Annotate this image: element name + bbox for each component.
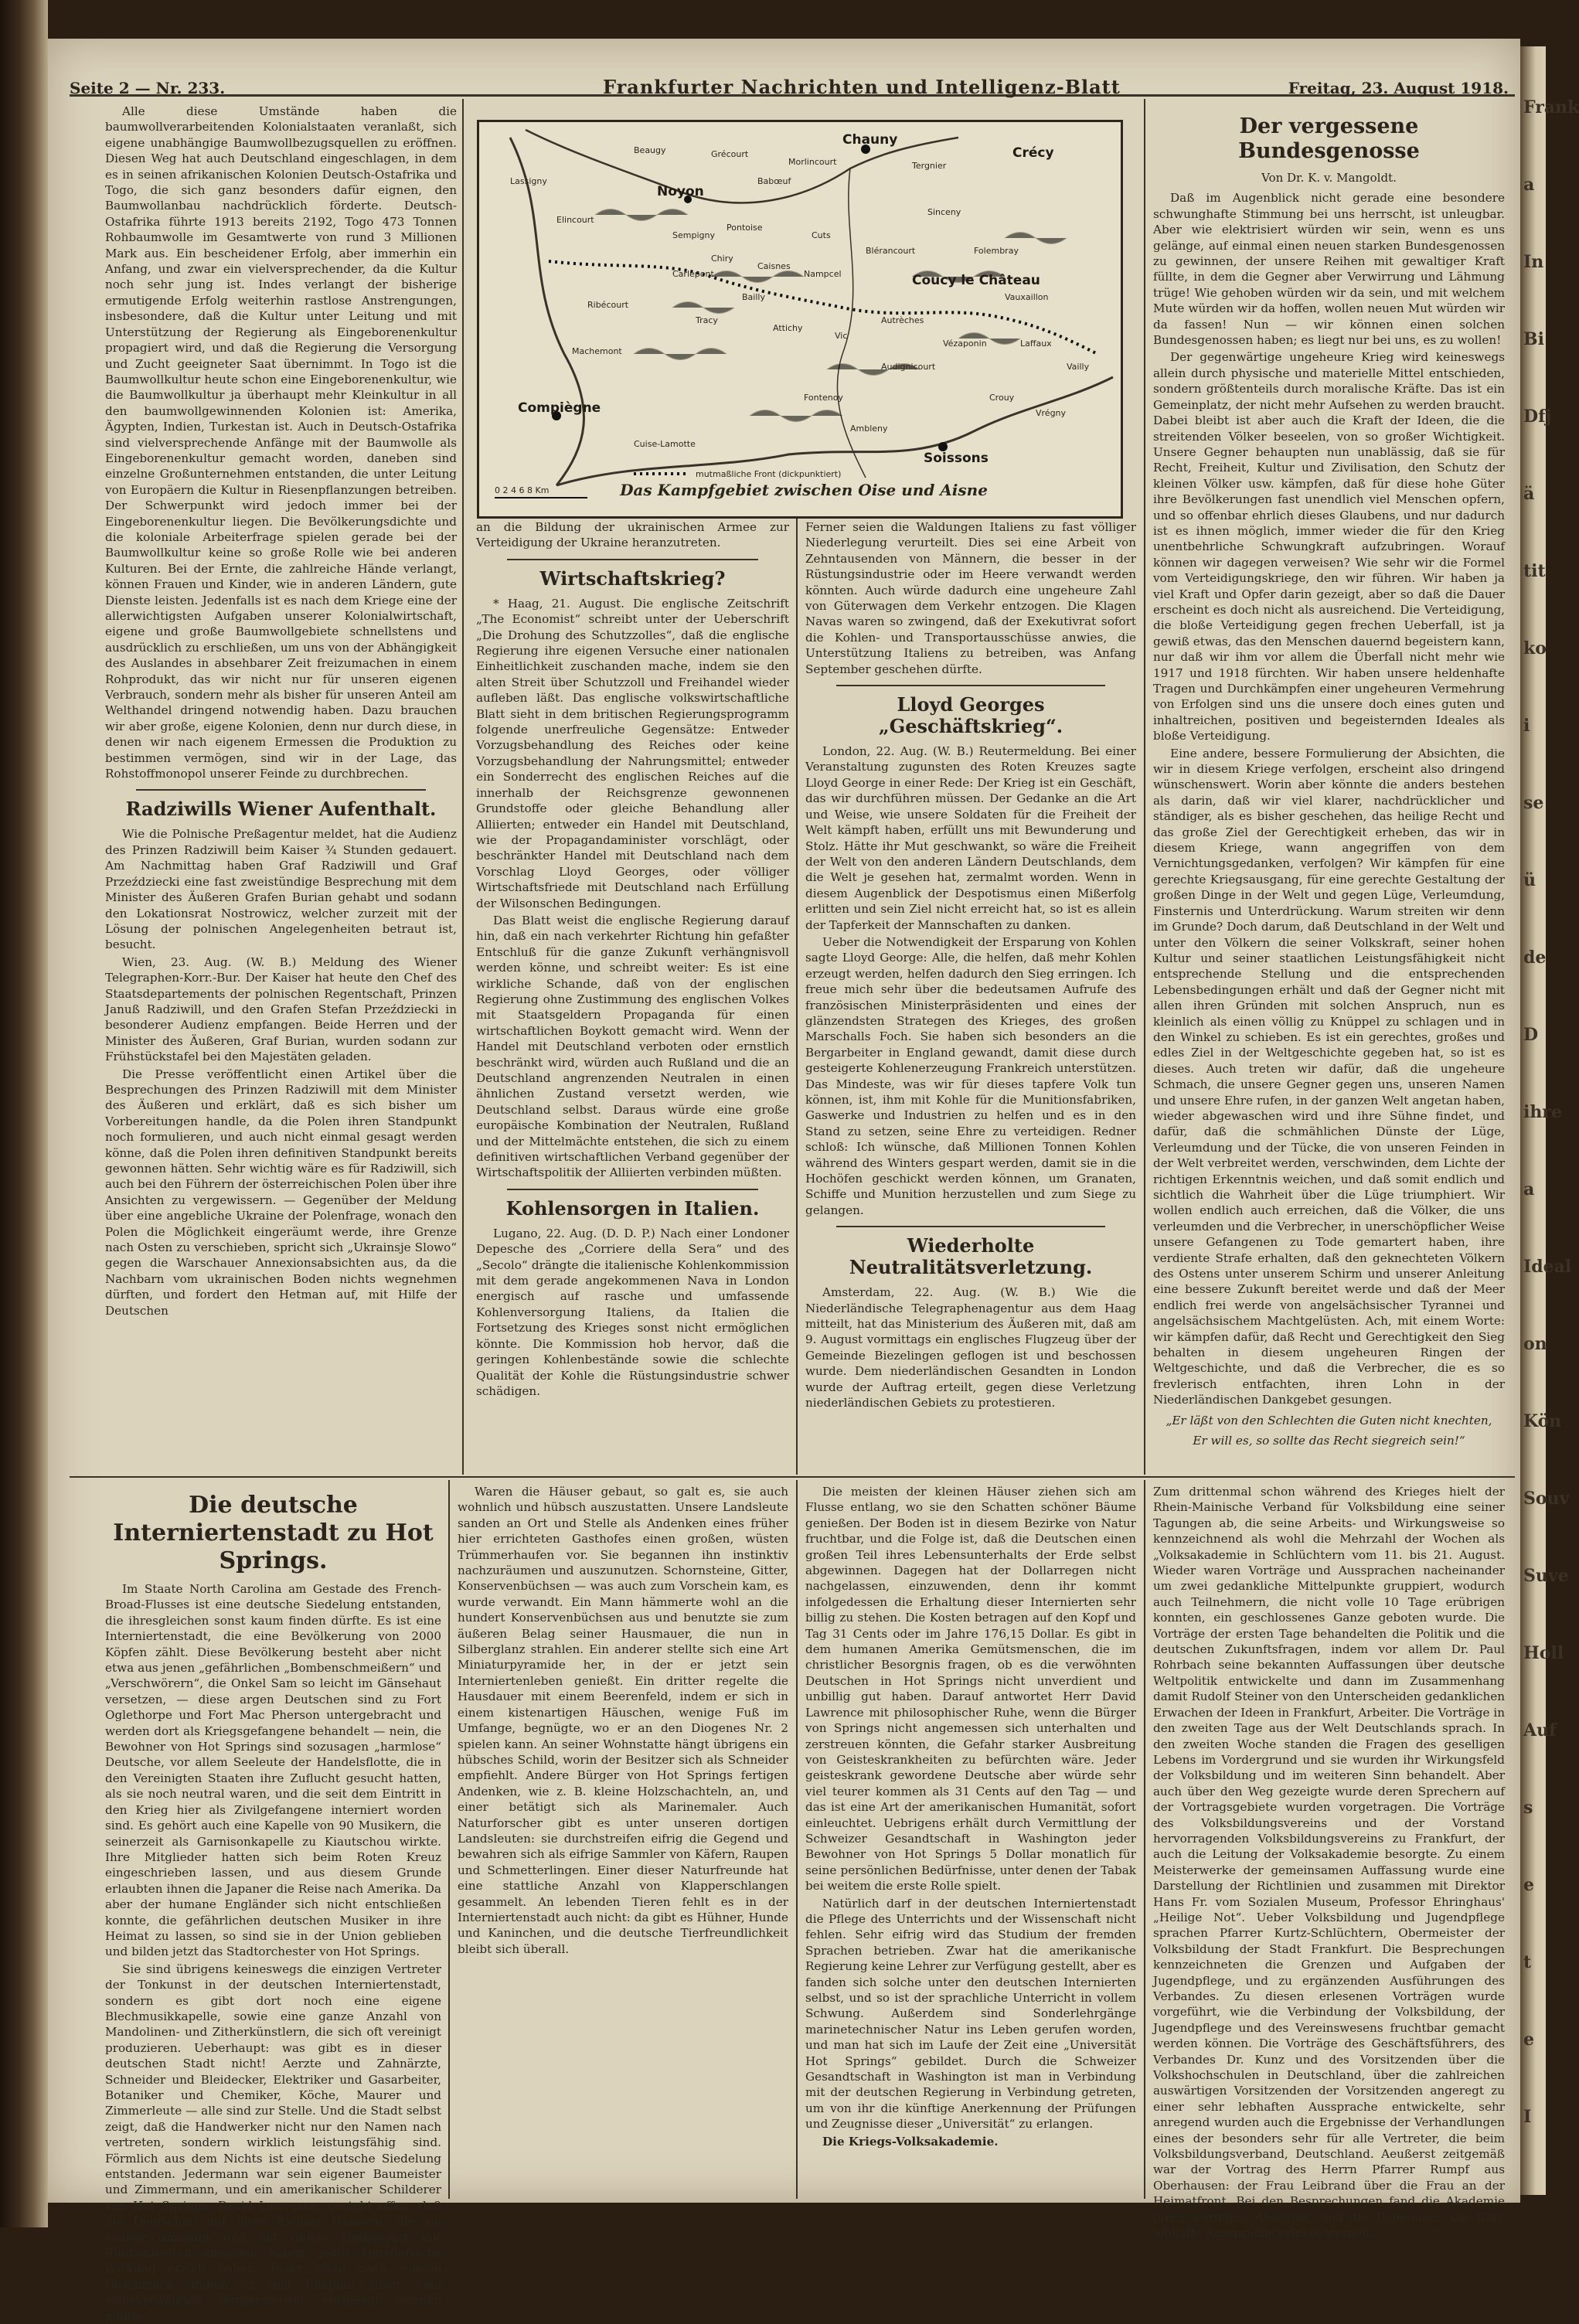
article-paragraph: Im Staate North Carolina am Gestade des French-Broad-Flusses ist eine deutsche Siedelung entstanden, die ihresgleichen sonst kaum finden dürfte. Es ist eine Interniertenstadt, die eine Bevölkerung von 2000 Köpfen zählt. Diese Bevölkerung besteht aber nicht etwa aus jenen „gefährlichen „Bombenschmeißern“ und „Verschwörern“, die Onkel Sam so leicht im Gänsehaut versetzen, — diese argen Deutschen sind zu Fort Oglethorpe und Fort Mac Pherson untergebracht und werden dort als Kriegsgefangene behandelt — nein, die Bewohner von Hot Springs sind sozusagen „harmlose“ Deutsche, vor allem Seeleute der Handelsflotte, die in den Vereinigten Staaten ihre Zuflucht gesucht hatten, als sie noch neutral waren, und die seit dem Eintritt in den Krieg hier als Zivilgefangene interniert worden sind. Es gehört auch eine Kapelle von 90 Musikern, die seinerzeit als Garnisonkapelle zu Kiautschou wirkte. Ihre Mitglieder hatten sich beim Roten Kreuz eingeschrieben lassen, und aus diesem Grunde erlaubten ihnen die Japaner die Reise nach Amerika. Da aber der humane Engländer sich nicht entschließen konnte, die gefährlichen deutschen Musiker in ihre Heimat zu lassen, so sind sie in der Union geblieben und bilden jetzt das Stadtorchester von Hot Springs.	[105, 1582, 441, 1959]
map-place-minor: Audignicourt	[881, 362, 936, 372]
map-legend: mutmaßliche Front (dickpunktiert)	[696, 469, 842, 479]
map-place-minor: Morlincourt	[788, 157, 837, 167]
article-paragraph: Amsterdam, 22. Aug. (W. B.) Wie die Niederländische Telegraphenagentur aus dem Haag mitteilt, hat das Ministerium des Äußeren mit, daß am 9. August vormittags ein englisches Flugzeug über der Gemeinde Biezelingen geflogen ist und beschossen wurde. Dem niederländischen Gesandten in London wurde der Auftrag erteilt, gegen diese Verletzung niederländischen Gebiets zu protestieren.	[805, 1285, 1136, 1410]
column-2-lower	[458, 1484, 788, 2195]
article-paragraph: Alle diese Umstände haben die baumwollverarbeitenden Kolonialstaaten veranlaßt, sich eigene unabhängige Baumwollbezugsquellen zu eröffnen. Diesen Weg hat auch Deutschland eingeschlagen, in dem es in seinen afrikanischen Kolonien Deutsch-Ostafrika und Togo, die sich ganz besonders dafür eignen, den Baumwollanbau nachdrücklich förderte. Deutsch-Ostafrika führte 1913 bereits 2192, Togo 473 Tonnen Rohbaumwolle im Gesamtwerte von rund 3 Millionen Mark aus. Ein bescheidener Erfolg, aber immerhin ein Anfang, und zwar ein vielversprechender, da die Kultur noch sehr jung ist. Indes verlangt der bisherige ermutigende Erfolg weiterhin rastlose Anstrengungen, insbesondere, daß die Kultur unter Leitung und mit Unterstützung der Regierung als Eingeborenenkultur propagiert wird, und daß die Regierung die Versorgung und Zucht geeigneter Saat übernimmt. In Togo ist die Baumwollkultur heute schon eine Eingeborenenkultur, wie die Baumwollkultur ja überhaupt mehr Kleinkultur in all den baumwollgewinnenden Kolonien ist: Amerika, Ägypten, Indien, Turkestan ist. Auch in Deutsch-Ostafrika sind vielversprechende Anfänge mit der Baumwolle als Eingeborenenkultur gemacht worden, daneben sind einzelne Großunternehmen entstanden, die unter Leitung von Europäern die Kultur in Riesenpflanzungen betreiben. Der Schwerpunkt wird jedoch immer bei der Eingeborenenkultur liegen. Die Bevölkerungsdichte und die koloniale Arbeiterfrage spielen gerade bei der Baumwollkultur keine so große Rolle wie bei anderen Kulturen. Bei der Ernte, die zahlreiche Hände verlangt, können Frauen und Kinder, wie in anderen Ländern, gute Dienste leisten. Jedenfalls ist es nach dem Kriege eine der allerwichtigsten Aufgaben unserer Kolonialwirtschaft, eigene und große Baumwollgebiete schnellstens und ausdrücklich zu erschließen, um uns von der Abhängigkeit des Auslandes in absehbarer Zeit freizumachen in einem Rohprodukt, das wir nicht nur für unseren eigenen Verbrauch, sondern mehr als bisher für unseren Anteil am Welthandel dringend notwendig haben. Dazu brauchen wir aber große, eigene Kolonien, denn nur durch diese, in denen wir nach eigenem Ermessen die Produktion zu bestimmen vermögen, sind wir in der Lage, das Rohstoffmonopol unserer Feinde zu durchbrechen.	[105, 104, 457, 781]
adjacent-page-fragment: s	[1523, 1798, 1533, 1818]
adjacent-page-fragment: a	[1523, 1179, 1535, 1199]
adjacent-page-fragment: I	[1523, 2107, 1532, 2127]
article-title-wirtschaftskrieg: Wirtschaftskrieg?	[539, 567, 726, 590]
article-paragraph: Das Blatt weist die englische Regierung darauf hin, daß ein nach verkehrter Richtung hin gefaßter Entschluß für die ganze Zukunft verhängnisvoll werden könne, und schreibt weiter: Es ist eine wirkliche Schande, daß von der englischen Regierung ohne Zustimmung des englischen Volkes mit Staatsgeldern Propaganda für einen wirtschaftlichen Boykott gemacht wird. Wenn der Handel mit Deutschland verboten oder ernstlich beschränkt wird, würden auch Rußland und die an Deutschland angrenzenden Neutralen in einen ähnlichen Zustand versetzt werden, wie Deutschland selbst. Daraus würde eine große europäische Kombination der Neutralen, Rußland und der Mittelmächte entstehen, die sich zu einem definitiven wirtschaftlichen Verband gegenüber der Wirtschaftspolitik der Alliierten verbinden müßten.	[476, 913, 789, 1180]
map-place-minor: Machemont	[572, 346, 622, 356]
map-place-major: Crécy	[1012, 145, 1054, 161]
page-header	[70, 48, 1515, 97]
adjacent-page-fragment: i	[1523, 716, 1530, 736]
adjacent-page-fragment: D	[1523, 1025, 1539, 1045]
adjacent-page-fragment: e	[1523, 2030, 1534, 2050]
map-place-minor: Lassigny	[510, 176, 547, 186]
article-title-lloyd-george: Lloyd Georges „Geschäftskrieg“.	[878, 693, 1063, 738]
adjacent-page-edge	[1520, 46, 1579, 2195]
adjacent-page-fragment: Auf	[1523, 1720, 1557, 1740]
map-graphic	[479, 122, 1121, 516]
article-paragraph: Wie die Polnische Preßagentur meldet, hat die Audienz des Prinzen Radziwill beim Kaiser ¾ Stunden gedauert. Am Nachmittag haben Graf Radziwill und Graf Przeździecki eine fast zweistündige Besprechung mit dem Minister des Äußeren Grafen Burian gehabt und sodann den Lokationsrat Nostrowicz, welcher zurzeit mit der Lösung der polnischen Angelegenheiten betraut ist, besucht.	[105, 827, 457, 952]
article-paragraph: Sie sind übrigens keineswegs die einzigen Vertreter der Tonkunst in der deutschen Interniertenstadt, sondern es gibt dort noch eine eigene Blechmusikkapelle, sowie eine ganze Anzahl von Mandolinen- und Zitherkünstlern, die sich oft vereinigt produzieren. Ueberhaupt: was gibt es in dieser deutschen Stadt nicht! Aerzte und Zahnärzte, Schneider und Bleidecker, Elektriker und Gasarbeiter, Botaniker und Chemiker, Köche, Maurer und Zimmerleute — alle sind zur Stelle. Und die Stadt selbst zeigt, daß die Handwerker nicht nur den Namen nach vertreten, sondern wirklich leistungsfähig sind. Förmlich aus dem Nichts ist eine deutsche Siedelung entstanden. Jedermann war sein eigener Baumeister und Zimmermann, und ein amerikanischer Schilderer von Hot Springs, David Lawrence, gesteht offen, daß die Deutschen mit ihren kleinen Häusern, die sie sauber umzäunt und mit gutem Heimatsart mit Blumenbeeten umgeben haben, jeder künstlerische Wirkung erzielt haben. Jeder schuf nach seinem Geschmack, indem er den Bauplan zuvor dem selbstgewählten Bürgermeister vorgelegt werden mußte.	[105, 1962, 441, 2323]
map-place-minor: Pontoise	[727, 223, 763, 233]
adjacent-page-fragment: Kön	[1523, 1411, 1562, 1431]
article-separator	[836, 1226, 1105, 1227]
article-paragraph: Ueber die Notwendigkeit der Ersparung von Kohlen sagte Lloyd George: Alle, die helfen, daß mehr Kohlen erzeugt werden, helfen dadurch den Sieg erringen. Ich freue mich sehr über die bedeutsamen Aufrufe des französischen Ministerpräsidenten und eines der glänzendsten Strategen des Krieges, des großen Marschalls Foch. Sie haben sich besonders an die Bergarbeiter in England gewandt, damit diese durch gesteigerte Kohlenerzeugung Frankreich unterstützen. Das Mindeste, was wir für dieses tapfere Volk tun können, ist, ihm mit Kohle für die Munitionsfabriken, Gaswerke und Industrien zu helfen und es in den Stand zu setzen, seine Ehre zu verteidigen. Redner schloß: Ich wünsche, daß Millionen Tonnen Kohlen während des Winters gespart werden, damit sie in die Hochöfen geschickt werden können, um Granaten, Schiffe und Munition herzustellen und zum Siege zu gelangen.	[805, 934, 1136, 1217]
map-place-major: Compiègne	[518, 400, 601, 416]
closing-quote-line-1: „Er läßt von den Schlechten die Guten nicht knechten,	[1166, 1413, 1492, 1427]
article-author: Von Dr. K. v. Mangoldt.	[1261, 171, 1397, 185]
section-rule	[70, 1476, 1515, 1478]
map-caption: Das Kampfgebiet zwischen Oise und Aisne	[620, 481, 988, 499]
closing-quote-line-2: Er will es, so sollte das Recht siegreich sein!“	[1193, 1434, 1465, 1448]
adjacent-page-fragment: Frank	[1523, 97, 1579, 117]
article-title-radziwill: Radziwills Wiener Aufenthalt.	[125, 798, 437, 821]
column-4-upper	[1153, 104, 1505, 1472]
map-place-minor: Laffaux	[1020, 339, 1052, 349]
map-place-major: Soissons	[924, 451, 989, 466]
map-place-major: Coucy le Château	[912, 273, 1040, 288]
adjacent-page-fragment: Bi	[1523, 329, 1544, 349]
map-place-minor: Ambleny	[850, 424, 888, 434]
map-place-minor: Cuts	[812, 230, 831, 240]
map-place-minor: Chiry	[711, 253, 733, 264]
column-rule	[1144, 99, 1145, 1475]
adjacent-page-fragment: tit	[1523, 561, 1546, 581]
map-place-minor: Sinceny	[927, 207, 961, 217]
map-place-minor: Vic	[835, 331, 848, 341]
adjacent-page-fragment: se	[1523, 793, 1544, 813]
map-place-minor: Carlepont	[672, 269, 714, 279]
column-rule	[1144, 1480, 1145, 2199]
issue-date: Freitag, 23. August 1918.	[1288, 79, 1509, 97]
article-paragraph: London, 22. Aug. (W. B.) Reutermeldung. Bei einer Veranstaltung zugunsten des Roten Kreuzes sagte Lloyd George in einer Rede: Der Krieg ist ein Geschäft, das wir durchführen müssen. Der Gedanke an die Art und Weise, wie unsere Soldaten für die Freiheit der Welt kämpft haben, erfüllt uns mit Bewunderung und Stolz. Hätte ihr Mut geschwankt, so wäre die Freiheit der Welt von den anderen Ländern Deutschlands, dem die Welt je gesehen hat, zermalmt worden. Wenn in diesem Augenblick der Despotismus einen Mißerfolg erlitten und sein Ziel nicht erreicht hat, so ist es allein der Tapferkeit der Mannschaften zu danken.	[805, 744, 1136, 932]
map-scale: 0 2 4 6 8 Km	[495, 485, 550, 495]
map-place-major: Chauny	[842, 132, 898, 148]
battle-map	[477, 120, 1123, 519]
adjacent-page-fragment: ko	[1523, 638, 1547, 658]
article-title-interniertenstadt: Die deutsche Interniertenstadt zu Hot Springs.	[113, 1492, 434, 1574]
article-paragraph: Daß im Augenblick nicht gerade eine besondere schwunghafte Stimmung bei uns herrscht, ist unleugbar. Aber wie elektrisiert würden wir sein, wenn es uns gelänge, auf einmal einen neuen starken Bundesgenossen zu gewinnen, der unsere Reihen mit gewaltiger Kraft füllte, in dem die Gegner aber Verwirrung und Lähmung trüge! Wie gehoben würden wir da sein, und mit welchem Mute würden wir da hoffen, wollen neuen Mut würden wir da fassen! Nun — wir können einen solchen Bundesgenossen haben; es liegt nur bei uns, es zu wollen!	[1153, 191, 1505, 348]
newspaper-title: Frankfurter Nachrichten und Intelligenz-Blatt	[603, 76, 1121, 98]
map-place-minor: Sempigny	[672, 230, 715, 240]
article-paragraph: Wien, 23. Aug. (W. B.) Meldung des Wiener Telegraphen-Korr.-Bur. Der Kaiser hat heute den Chef des Staatsdepartements der polnischen Regentschaft, Prinzen Januß Radziwill, und den Grafen Stefan Przeździecki in besonderer Audienz empfangen. Beide Herren und der Minister des Äußeren, Graf Burian, wurden sodann zur Frühstückstafel bei den Majestäten geladen.	[105, 954, 457, 1064]
adjacent-page-fragment: t	[1523, 1952, 1532, 1972]
adjacent-page-fragment: ä	[1523, 484, 1535, 504]
adjacent-page-fragment: Dfj	[1523, 407, 1552, 427]
column-1-lower	[105, 1484, 441, 2323]
article-separator	[507, 559, 758, 560]
column-3-lower	[805, 1484, 1136, 2195]
map-place-minor: Beaugy	[634, 145, 666, 155]
article-paragraph: * Haag, 21. August. Die englische Zeitschrift „The Economist“ schreibt unter der Ueberschrift „Die Drohung des Schutzzolles“, daß die englische Regierung ihre eigenen Versuche einer nationalen Einheitlichkeit zuschanden mache, indem sie den alten Streit über Schutzzoll und Freihandel wieder aufleben läßt. Das englische volkswirtschaftliche Blatt sieht in dem britischen Regierungsprogramm folgende unerfreuliche Gegensätze: Entweder Vorzugsbehandlung des Reiches oder keine Vorzugsbehandlung der Nahrungsmittel; entweder ein Sonderrecht des englischen Reiches auf die innerhalb der Reichsgrenze gewonnenen Grundstoffe oder gleiche Behandlung aller Alliierten; entweder ein Handel mit Deutschland, wie der Propagandaminister vorschlägt, oder beschränkter Handel mit Deutschland nach dem Vorschlag Lloyd Georges, oder völliger Wirtschaftsfriede mit Deutschland nach Erfüllung der Wilsonschen Bedingungen.	[476, 596, 789, 910]
map-place-minor: Fontenoy	[804, 393, 843, 403]
article-separator	[836, 685, 1105, 686]
adjacent-page-fragment: ü	[1523, 870, 1536, 890]
adjacent-page-fragment: Ideal	[1523, 1257, 1572, 1277]
column-3-upper	[805, 519, 1136, 1472]
map-place-minor: Vailly	[1067, 362, 1090, 372]
article-paragraph: Waren die Häuser gebaut, so galt es, sie auch wohnlich und hübsch auszustatten. Unsere Landsleute sanden an Ort und Stelle als Andenken eines früher hier errichteten Gasthofes einen großen, wüsten Trümmerhaufen vor. Sie begannen ihn instinktiv nachzuräumen und auszunutzen. Schornsteine, Gitter, Konservenbüchsen — was auch zum Vorschein kam, es wurde verwandt. Ein Mann hämmerte wohl an die hundert Konservenbüchsen aus und benutzte sie zum äußeren Belag seiner Hausmauer, die nun in Silberglanz strahlen. Ein anderer stellte sich eine Art Miniaturpyramide her, in der er jetzt sein Interniertenleben genießt. Ein dritter regelte die Hausdauer mit einem Beerenfeld, indem er sich in einem kistenartigen Häuschen, wenige Fuß im Umfange, begnügte, wo er an den Diogenes Nr. 2 spielen kann. An seiner Wohnstatte hängt übrigens ein hübsches Schild, worin der Besitzer sich als Schneider empfiehlt. Andere Bürger von Hot Springs fertigen Andenken, wie z. B. kleine Holzschachteln, an, und einer betätigt sich als Marinemaler. Auch Naturforscher gibt es unter unseren dortigen Landsleuten: sie durchstreifen eifrig die Gegend und bewahren sich als eifrige Sammler von Käfern, Raupen und Schmetterlingen. Einer dieser Naturfreunde hat eine stattliche Anzahl von Klapperschlangen gesammelt. An lebenden Tieren fehlt es in der Interniertenstadt auch nicht: da gibt es Hühner, Hunde und Kaninchen, und die deutsche Tierfreundlichkeit bleibt sich überall.	[458, 1485, 788, 1956]
map-place-minor: Autrèches	[881, 315, 924, 325]
map-place-minor: Ribécourt	[587, 300, 629, 310]
map-place-minor: Tracy	[696, 315, 718, 325]
article-paragraph: Die Presse veröffentlicht einen Artikel über die Besprechungen des Prinzen Radziwill mit dem Minister des Äußeren und erklärt, daß es sich bisher um Vorbereitungen handle, da die Polen ihren Standpunkt noch formulieren, und auch nicht einmal gesagt werden könne, daß die Polen ihren definitiven Standpunkt bereits gewonnen hätten. Sehr wichtig wäre es für Radziwill, sich auch bei den Führern der österreichischen Polen über ihre Ansichten zu vergewissern. — Gegenüber der Meldung über eine angebliche Ukraine der Polenfrage, wonach den Polen die Möglichkeit eingeräumt werde, ihre Grenze nach Osten zu verschieben, spricht sich „Ukrainsje Slowo“ gegen die Warschauer Annexionsabsichten aus, da die Nachbarn vom ukrainischen Boden nichts wegnehmen dürften, und fordert den Hetman auf, mit Hilfe der Deutschen	[105, 1067, 457, 1318]
map-place-minor: Elincourt	[556, 215, 594, 225]
map-place-minor: Bailly	[742, 292, 765, 302]
map-place-minor: Vrégny	[1036, 408, 1067, 418]
article-title-kohlensorgen: Kohlensorgen in Italien.	[505, 1196, 760, 1220]
adjacent-page-fragment: de	[1523, 948, 1547, 968]
article-paragraph: Die meisten der kleinen Häuser ziehen sich am Flusse entlang, wo sie den Schatten schöner Bäume genießen. Der Boden ist in diesem Bezirke von Natur fruchtbar, und die Folge ist, daß die Deutschen einen großen Teil ihres Lebensunterhalts der Erde selbst abgewinnen. Dagegen hat der Dollarregen nicht nachgelassen, einzuwenden, denn ihr kommt infolgedessen die Erhaltung dieser Internierten sehr billig zu stehen. Die Kosten betragen auf den Kopf und Tag 31 Cents oder im Jahre 176,15 Dollar. Es gibt in dem humanen Amerika Gemütsmenschen, die im christlicher Besorgnis fragen, ob es die verwöhnten Deutschen in Hot Springs nicht unverdient und unbillig gut haben. Darauf antwortet Herr David Lawrence mit philosophischer Ruhe, wenn die Bürger von Springs nicht angemessen sich unterhalten und zerstreuen könnten, die Gefahr starker Ausbreitung von Geisteskrankheiten zu befürchten wäre. Jeder geisteskrank gewordene Deutsche aber würde sehr viel teurer kommen als 31 Cents auf den Tag — und das ist eine Art der amerikanischen Humanität, sofort einleuchtet. Uebrigens erhält durch Vermittlung der Schweizer Gesandtschaft in Washington jeder Bewohner von Hot Springs 5 Dollar monatlich für seine persönlichen Bedürfnisse, unter denen der Tabak bei weitem die erste Rolle spielt.	[805, 1485, 1136, 1894]
map-place-minor: Attichy	[773, 323, 803, 333]
map-place-minor: Cuise-Lamotte	[634, 439, 696, 449]
column-2-upper	[476, 519, 789, 1472]
article-paragraph: Zum drittenmal schon während des Krieges hielt der Rhein-Mainische Verband für Volksbildung eine seiner Tagungen ab, die seine Arbeits- und Wirkungsweise so kennzeichnend als wohl die Mehrzahl der Wochen als „Volksakademie in Schlüchtern vom 11. bis 21. August. Wieder waren Vorträge und Aussprachen nacheinander um zwei gedankliche Mittelpunkte gruppiert, wodurch auch Teilnehmern, die nicht volle 10 Tage erübrigen konnten, ein geschlossenes Ganze geboten wurde. Die Vorträge der ersten Tage behandelten die Politik und die deutschen Zukunftsfragen, indem vor allem Dr. Paul Rohrbach seine bekannten Auffassungen über deutsche Weltpolitik entwickelte und dann im Zusammenhang damit Rudolf Steiner von den Unterscheiden gedanklichen Erwachen der Ideen in Frankfurt, Arbeiter. Die Vorträge in den zweiten Tage aus der Welt Deutschlands sprach. In den zweiten Woche standen die Fragen des geselligen Lebens im Vordergrund und sie wurden ihr Wirkungsfeld der Volksbildung und im weiteren Sinn behandelt. Aber auch über den Weg gezeigte wurde deren Sprechern auf der Vortragsgebiete wurden vorgetragen. Die Vorträge des Volksbildungsvereins und der Vorstand hervorragenden Volksbildungsvereins zu Frankfurt, der auch die Leitung der Volksakademie besorgte. Zu einem Meisterwerke der gemeinsamen Auffassung wurde eine Darstellung der Richtlinien und zusammen mit Direktor Hans Fr. vom Sozialen Museum, Professor Ehringhaus' „Heilige Not“. Ueber Volksbildung und Jugendpflege sprachen Pfarrer Kurtz-Schlüchtern, Obermeister der Volksbildung der Stadt Frankfurt. Die Besprechungen kennzeichneten die Grenzen und Aufgaben der Jugendpflege, und zu ergänzenden Ausführungen des Verbandes. Zu diesen erlesenen Vorträgen wurde vorgeführt, wie die Verbindung der Volksbildung, der Jugendpflege und des Vereinswesens fruchtbar gemacht werden können. Die Vorträge des Geschäftsführers, des Verbandes Dr. Kunz und des Vorsitzenden über die Volkshochschulen in Deutschland, über die zahlreichen auswärtigen Vorsitzenden der Vorsitzenden angeregt zu einer sehr lebhaften Aussprache entwickelte, sehr anregend wurden auch die Ergebnisse der Verhandlungen eines der besonders sehr für alle Vertreter, die beim Volksbildungsverband, Deutschland. Aeußerst zeitgemäß war der Vortrag des Herrn Pfarrer Rumpf aus Oberhausen: der Frau Leibrand über die Frau an der Heimatfront. Bei den Besprechungen fand die Akademie ihren würdigen Abschluß, und die Teilnehmer, die Bitte lebhafte Aussprache erlebte werden.	[1153, 1485, 1505, 2241]
map-place-minor: Caisnes	[757, 261, 791, 271]
article-paragraph: Eine andere, bessere Formulierung der Absichten, die wir in diesem Kriege verfolgen, erscheint also dringend wünschenswert. Worin aber könnte die anders bestehen als darin, daß wir viel klarer, nachdrücklicher und ständiger, als es bisher geschehen, das heilige Recht und das große Ziel der Gerechtigkeit erheben, das wir in diesem Kriege, wann angegriffen von dem Vernichtungsgedanken, verfolgen? Wir kämpfen für eine gerechte Kriegsausgang, für eine gerechte Gestaltung der großen Dinge in der Welt und gegen Lüge, Verleumdung, Finsternis und Unterdrückung. Warum streiten wir denn im Grunde? Doch darum, daß Deutschland in der Welt und unter den Völkern die seiner Volkskraft, seiner hohen Kultur und seiner staatlichen Leistungsfähigkeit nicht entsprechende Stellung und die entsprechenden Lebensbedingungen erhält und daß der Gegner nicht mit allen ihren Gründen mit solchen Anspruch, nun es kleinlich als einen völlig zu Knüppel zu schlagen und in den Winkel zu schieben. Es ist ein gerechtes, großes und edles Ziel in der Weltgeschichte gegeben hat, so ist es dieses. Auch treten wir dafür, daß die ungeheure Schmach, die unsere Gegner gegen uns, unseren Namen und unsere Ehre rufen, in der ganzen Welt angetan haben, wieder abgewaschen wird und ihre Sühne findet, und dafür, daß die schmählichen Dünste der Lüge, Verleumdung und der Tücke, die von unseren Feinden in der Welt verbreitet werden, verschwinden, dem Lichte der richtigen Erkenntnis weichen, und daß somit endlich und sichtlich die Wahrheit über die Lüge triumphiert. Wir wollen endlich auch erreichen, daß die Völker, die uns verleumden und die Verbrecher, in unerschöpflicher Weise unsere Gefangenen zu Tode gemartert haben, ihre verdiente Strafe erhalten, daß den geknechteten Völkern des Ostens unter unserem Schirm und unserer Anleitung eine bessere Zukunft bereitet werde und daß der Meer endlich frei werde von angelsächsischer Tyrannei und angelsächsischem Machtgelüsten. Ach, mit einem Worte: wir kämpfen dafür, daß Recht und Gerechtigkeit den Sieg behalten in diesem ungeheuren Ringen der Weltgeschichte, und daß die Verbrecher, die es so frevlerisch entfachten, ihren Lohn in der Niederländischen Dankgebet gesungen.	[1153, 746, 1505, 1407]
article-title-neutralitaet: Wiederholte Neutralitätsverletzung.	[849, 1234, 1093, 1279]
map-place-major: Noyon	[657, 184, 704, 199]
adjacent-page-fragment: In	[1523, 252, 1544, 272]
column-rule	[796, 1480, 798, 2199]
article-paragraph: Lugano, 22. Aug. (D. D. P.) Nach einer Londoner Depesche des „Corriere della Sera“ und des „Secolo“ drängte die italienische Kohlenkommission mit dem gerade angekommenen Nava in London energisch auf rasche und umfassende Kohlenversorgung Italiens, da Italien die Fortsetzung des Krieges sonst nicht ermöglichen könnte. Die Kommission hob hervor, daß die geringen Kohlenbestände sowie die schlechte Qualität der Kohle die Rüstungsindustrie schwer schädigen.	[476, 1226, 789, 1398]
article-paragraph: Natürlich darf in der deutschen Interniertenstadt die Pflege des Unterrichts und der Wissenschaft nicht fehlen. Sehr eifrig wird das Studium der fremden Sprachen betrieben. Zwar hat die amerikanische Regierung keine Lehrer zur Verfügung gestellt, aber es fanden sich solche unter den deutschen Internierten selbst, und so ist der sprachliche Unterricht in vollem Schwung. Außerdem sind Sonderlehrgänge marinetechnischer Natur ins Leben gerufen worden, und man hat sich im Laufe der Zeit eine „Universität Hot Springs“ gebildet. Durch die Schweizer Gesandtschaft in Washington ist man in Verbindung mit der deutschen Regierung in Verbindung getreten, um von ihr die künftige Anerkennung der Prüfungen und Zeugnisse dieser „Universität“ zu erlangen.	[805, 1896, 1136, 2132]
article-title-bundesgenosse: Der vergessene Bundesgenosse	[1238, 114, 1420, 163]
article-continuation: Ferner seien die Waldungen Italiens zu fast völliger Niederlegung verurteilt. Dies sei eine Arbeit von Zehntausenden von Männern, die besser in der Rüstungsindustrie oder im Heere verwandt werden könnten. Auch würde dadurch eine ungeheure Zahl von Güterwagen dem Verkehr entzogen. Die Klagen Navas waren so zwingend, daß der Exekutivrat sofort die Kohlen- und Transportausschüsse anwies, die Unterstützung Italiens zu betreiben, was Anfang September geschehen dürfte.	[805, 520, 1136, 676]
adjacent-page-fragment: ihre	[1523, 1102, 1562, 1122]
column-rule	[796, 514, 798, 1475]
article-continuation: an die Bildung der ukrainischen Armee zur Verteidigung der Ukraine heranzutreten.	[476, 520, 789, 550]
column-rule	[448, 1480, 450, 2199]
article-paragraph	[805, 2134, 1136, 2149]
adjacent-page-fragment: Holl	[1523, 1643, 1564, 1663]
adjacent-page-fragment: a	[1523, 175, 1535, 195]
column-rule	[462, 99, 464, 1475]
map-place-minor: Vézaponin	[943, 339, 987, 349]
article-title-volksakademie: Die Kriegs-Volksakademie.	[822, 2134, 999, 2149]
page-number: Seite 2 — Nr. 233.	[70, 79, 226, 97]
adjacent-page-fragment: Souv	[1523, 1489, 1570, 1509]
book-binding	[0, 0, 48, 2227]
map-place-minor: Crouy	[989, 393, 1015, 403]
article-paragraph: Der gegenwärtige ungeheure Krieg wird keineswegs allein durch physische und materielle Mittel entschieden, sondern größtenteils durch moralische Kräfte. Das ist ein Gemeinplatz, der nicht mehr Aufsehen zu werden braucht. Dabei bleibt ist aber auch die Kraft der Ideen, die die streitenden Völker beseelen, von so großer Wichtigkeit. Unsere Gegner behaupten nun unablässig, daß sie für Recht, Freiheit, Kultur und Zivilisation, den Schutz der kleinen Völker usw. kämpfen, daß für diese hohe Güter ihre Bevölkerungen fast unendlich viel Menschen opfern, und so offenbar ehrlich dieses Glaubens, und nur dadurch ist es ihnen möglich, immer wieder die für den Krieg unentbehrliche Schwungkraft aufzubringen. Worauf können wir dagegen verweisen? Wie sehr wir die Formel vom Verteidigungskriege, den wir führen. Wir haben ja viel Kraft und Opfer darin gezeigt, aber so daß die Dauer erscheint es doch nicht als ausreichend. Die Verteidigung, die bloße Verteidigung gegen frechen Ueberfall, ist ja gewiß etwas, das den Menschen dauernd begeistern kann, nur daß wir ihm vor allem die Überfall nicht mehr wie 1917 und 1918 fürchten. Wir haben unsere heldenhafte Tragen und Durchkämpfen einer ungeheuren Vermehrung von Erfolgen sind uns die unsere doch eines guten und inhaltreichen, positiven und begeisternden Ideales als bloße Verteidigung.	[1153, 350, 1505, 743]
map-place-minor: Grécourt	[711, 149, 749, 159]
map-place-minor: Vauxaillon	[1005, 292, 1049, 302]
adjacent-page-fragment: Suve	[1523, 1566, 1569, 1586]
column-4-lower	[1153, 1484, 1505, 2241]
column-1-upper	[105, 104, 457, 1472]
map-place-minor: Folembray	[974, 246, 1019, 256]
map-place-minor: Blérancourt	[866, 246, 916, 256]
adjacent-page-fragment: on	[1523, 1334, 1547, 1354]
map-place-minor: Babœuf	[757, 176, 791, 186]
article-separator	[507, 1189, 758, 1190]
map-place-minor: Tergnier	[912, 161, 947, 171]
map-place-minor: Nampcel	[804, 269, 842, 279]
adjacent-page-fragment: e	[1523, 1875, 1534, 1895]
article-separator	[136, 789, 426, 791]
